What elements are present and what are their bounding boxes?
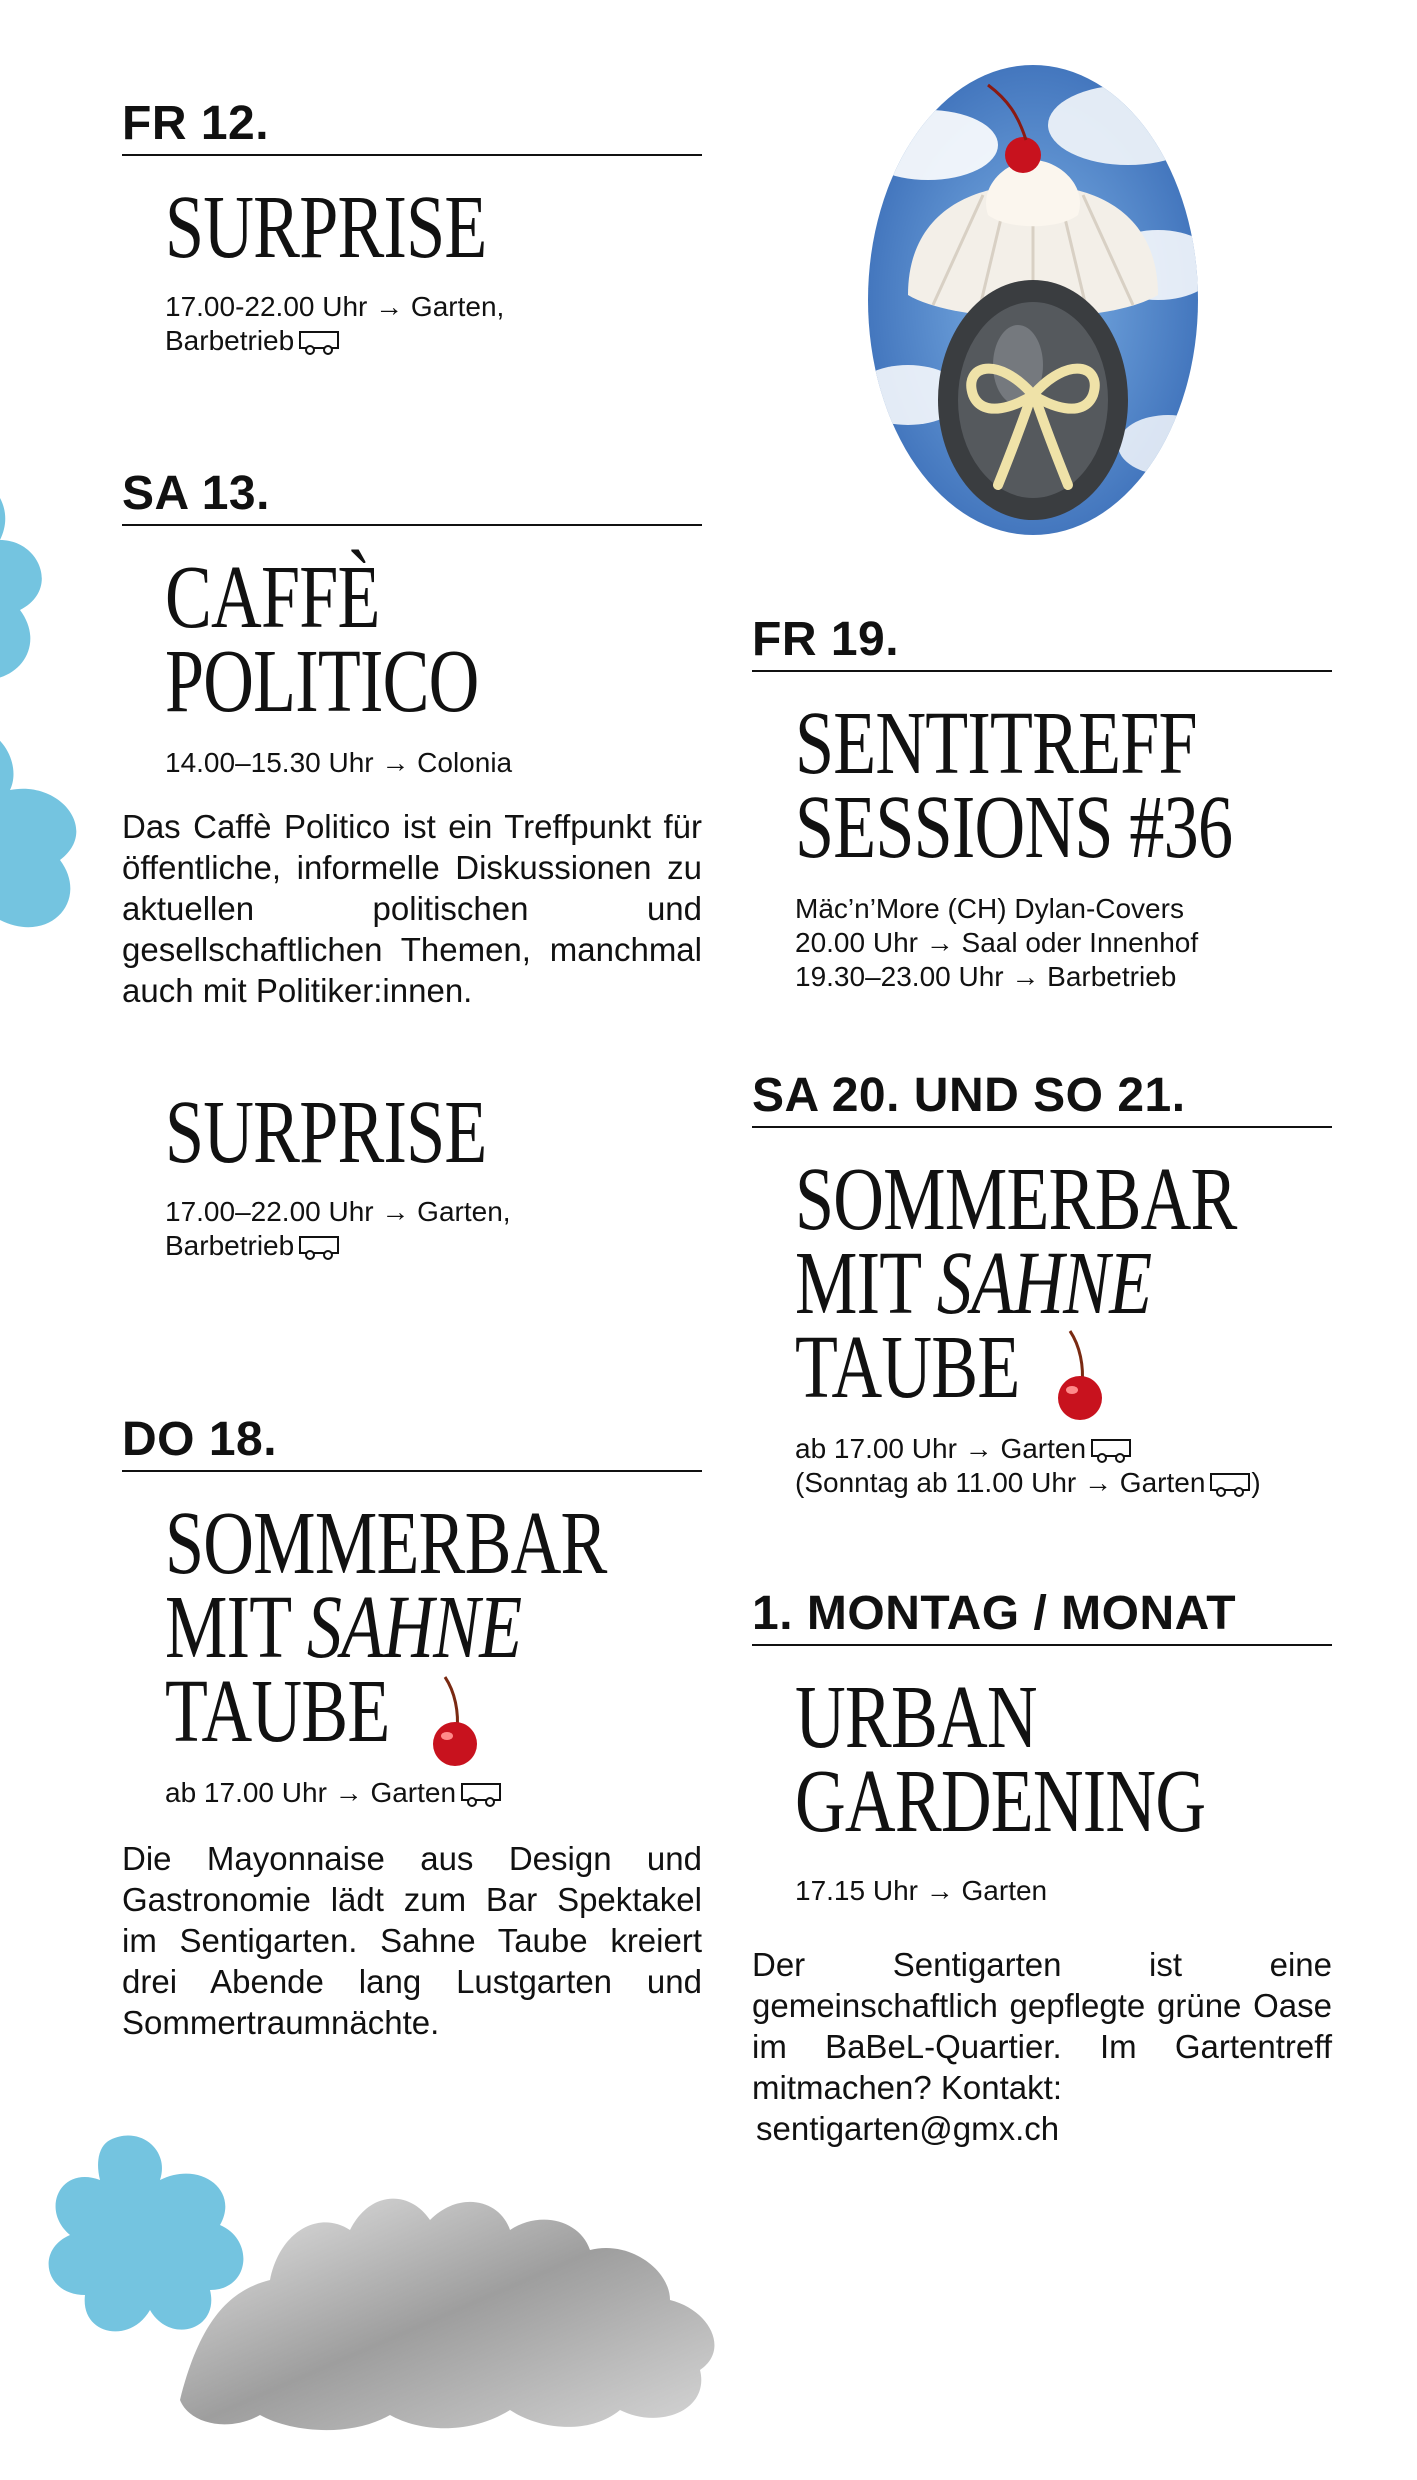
event-title: MIT SAHNE (165, 1578, 522, 1677)
day-heading: FR 12. (122, 97, 270, 150)
event-info: Barbetrieb (165, 1229, 702, 1263)
blue-flower-icon (40, 2130, 260, 2340)
divider (122, 524, 702, 526)
event-description: Der Sentigarten ist eine gemeinschaftlich gepflegte grüne Oase im BaBeL-Quartier. Im Gartentreff mitmachen? Kontakt: (752, 1946, 1332, 2106)
event-title: SURPRISE (165, 178, 487, 277)
bus-icon (298, 330, 340, 356)
event-sa20-so21 (752, 1069, 1332, 1500)
bus-icon (460, 1782, 502, 1808)
event-do18 (122, 1413, 702, 2043)
day-heading: 1. MONTAG / MONAT (752, 1587, 1237, 1640)
day-heading: FR 19. (752, 613, 900, 666)
event-info: 14.00–15.30 Uhr → Colonia (165, 747, 513, 778)
event-title: CAFFÈ (165, 548, 380, 647)
divider (122, 154, 702, 156)
blue-flower-icon (0, 720, 100, 950)
cherry-icon (425, 1672, 485, 1767)
day-heading: SA 13. (122, 467, 270, 520)
event-info: 17.15 Uhr → Garten (795, 1875, 1048, 1906)
divider (752, 670, 1332, 672)
event-fr19 (752, 613, 1332, 994)
event-info: Mäc’n’More (CH) Dylan-Covers (795, 893, 1184, 924)
event-info: ab 17.00 Uhr → Garten (795, 1432, 1332, 1466)
cherry-icon (1050, 1326, 1110, 1421)
event-info: ab 17.00 Uhr → Garten (165, 1776, 702, 1810)
event-title: TAUBE (165, 1662, 390, 1761)
event-description: Die Mayonnaise aus Design und Gastronomie lädt zum Bar Spektakel im Sentigarten. Sahne Taube kreiert drei Abende lang Lustgarten und Sommertraumnächte. (122, 1840, 702, 2041)
event-info: 20.00 Uhr → Saal oder Innenhof (795, 927, 1199, 958)
bus-icon (1090, 1438, 1132, 1464)
event-title: SOMMERBAR (165, 1494, 607, 1593)
day-heading: SA 20. UND SO 21. (752, 1069, 1186, 1122)
day-heading: DO 18. (122, 1413, 278, 1466)
event-title: SOMMERBAR (795, 1150, 1237, 1249)
event-title: GARDENING (795, 1752, 1206, 1851)
event-title: SURPRISE (165, 1083, 487, 1182)
event-title: TAUBE (795, 1318, 1020, 1417)
event-title: MIT SAHNE (795, 1234, 1152, 1333)
event-montag (752, 1587, 1332, 2149)
divider (752, 1126, 1332, 1128)
event-info: (Sonntag ab 11.00 Uhr → Garten ) (795, 1467, 1261, 1498)
blue-flower-icon (0, 460, 70, 700)
bus-icon (298, 1235, 340, 1261)
event-title: POLITICO (165, 632, 479, 731)
bus-icon (1209, 1472, 1251, 1498)
event-title: SESSIONS #36 (795, 778, 1233, 877)
event-info: Barbetrieb (165, 324, 702, 358)
event-title: URBAN (795, 1668, 1037, 1767)
event-info: 17.00-22.00 Uhr → Garten, (165, 291, 505, 322)
divider (752, 1644, 1332, 1646)
event-fr12 (122, 97, 702, 358)
divider (122, 1470, 702, 1472)
event-info: 19.30–23.00 Uhr → Barbetrieb (795, 961, 1177, 992)
event-title: SENTITREFF (795, 694, 1197, 793)
event-description: Das Caffè Politico ist ein Treffpunkt für öffentliche, informelle Diskussionen zu aktuellen politischen und gesellschaftlichen Themen, manchmal auch mit Politiker:innen. (122, 808, 702, 1009)
event-info: 17.00–22.00 Uhr → Garten, (165, 1196, 511, 1227)
dessert-collage-image (868, 65, 1198, 535)
event-sa13 (122, 467, 702, 1263)
contact-email[interactable]: sentigarten@gmx.ch (756, 2110, 1060, 2147)
